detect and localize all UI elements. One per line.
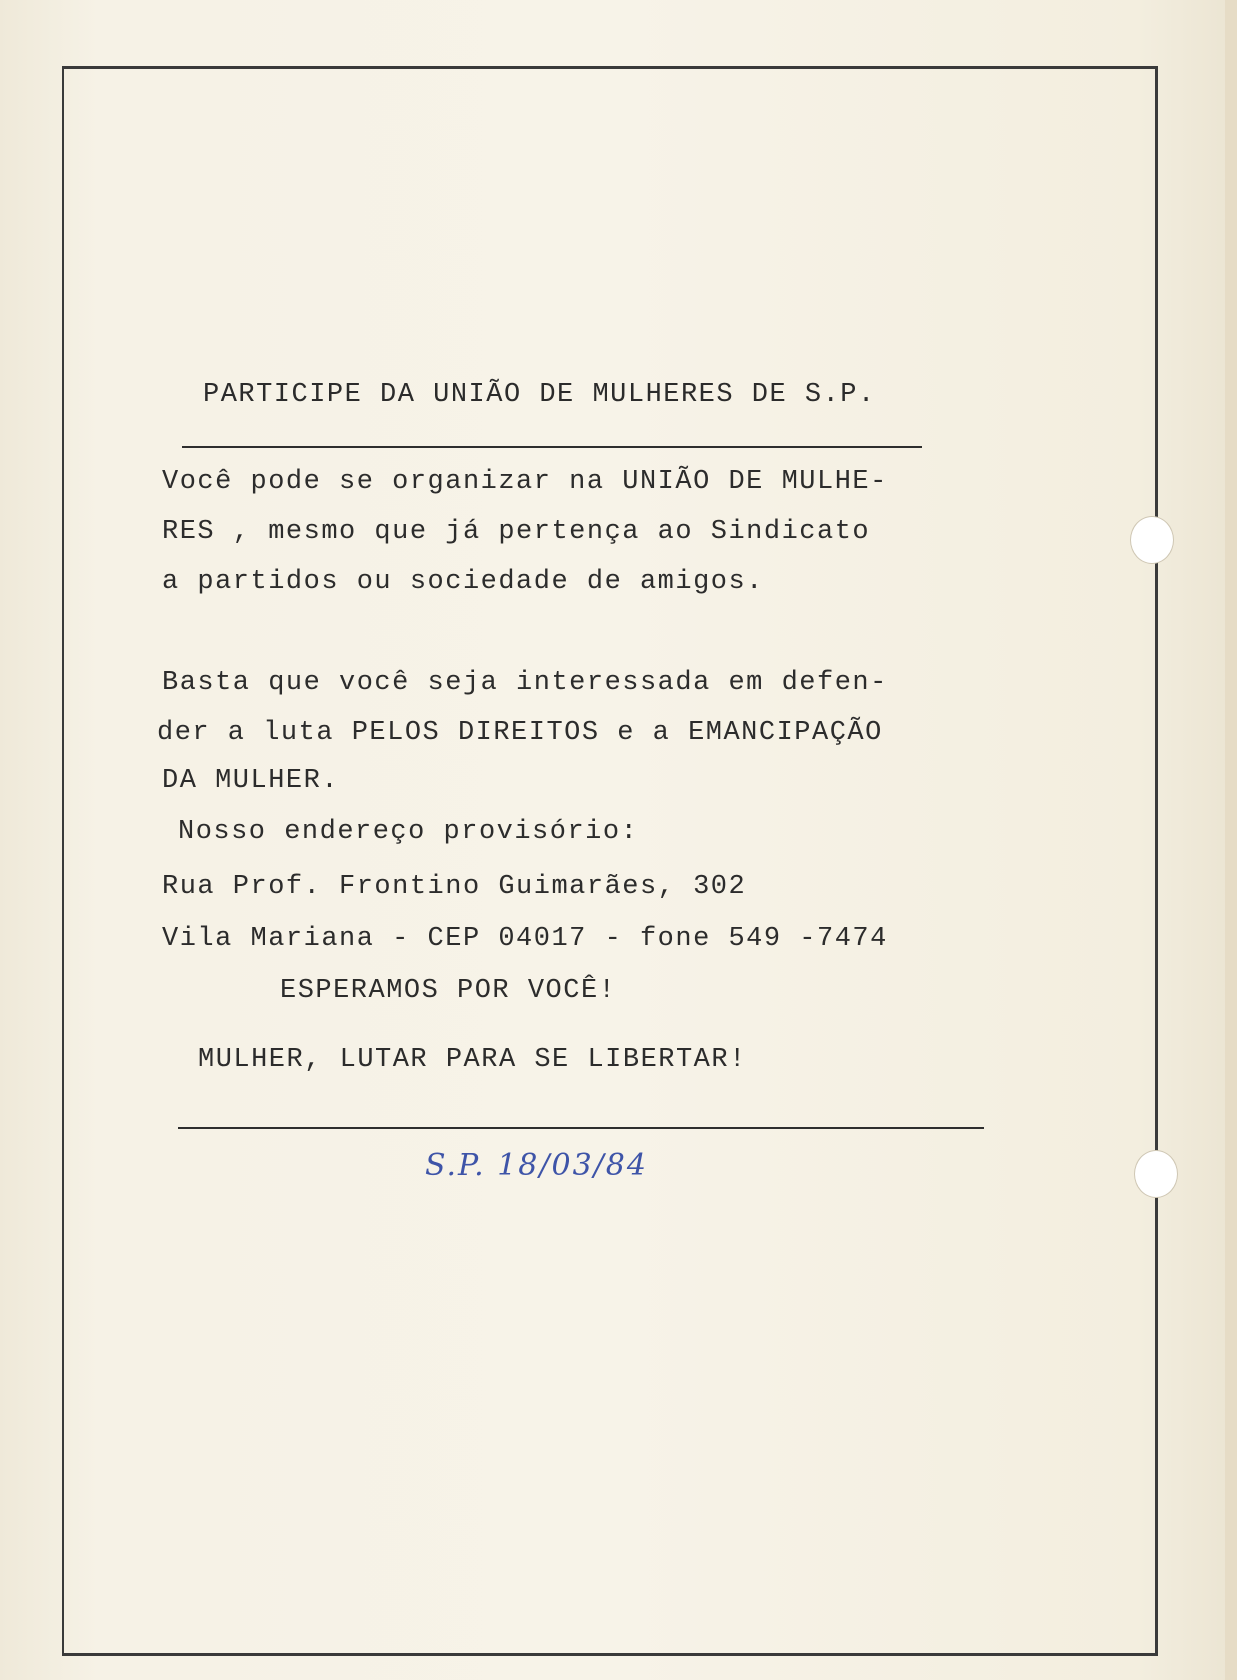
paragraph-2-line-3: DA MULHER. [162,766,340,796]
divider-top [182,446,922,448]
paragraph-1-line-2: RES , mesmo que já pertença ao Sindicato [162,517,871,547]
address-street: Rua Prof. Frontino Guimarães, 302 [162,872,747,902]
address-label: Nosso endereço provisório: [178,817,639,847]
punch-hole-top [1130,516,1174,564]
handwritten-date: S.P. 18/03/84 [425,1148,648,1183]
document-frame [62,66,1158,1656]
paragraph-1-line-3: a partidos ou sociedade de amigos. [162,567,764,597]
address-district: Vila Mariana - CEP 04017 - fone 549 -7474 [162,924,888,954]
paragraph-2-line-2: der a luta PELOS DIREITOS e a EMANCIPAÇÃO [157,718,883,748]
invitation-text: ESPERAMOS POR VOCÊ! [280,976,617,1006]
paragraph-2-line-1: Basta que você seja interessada em defen- [162,668,888,698]
paragraph-1-line-1: Você pode se organizar na UNIÃO DE MULHE- [162,467,888,497]
page-title: PARTICIPE DA UNIÃO DE MULHERES DE S.P. [203,380,876,410]
paper-edge [1225,0,1237,1680]
slogan-text: MULHER, LUTAR PARA SE LIBERTAR! [198,1045,747,1075]
punch-hole-bottom [1134,1150,1178,1198]
divider-bottom [178,1127,984,1129]
